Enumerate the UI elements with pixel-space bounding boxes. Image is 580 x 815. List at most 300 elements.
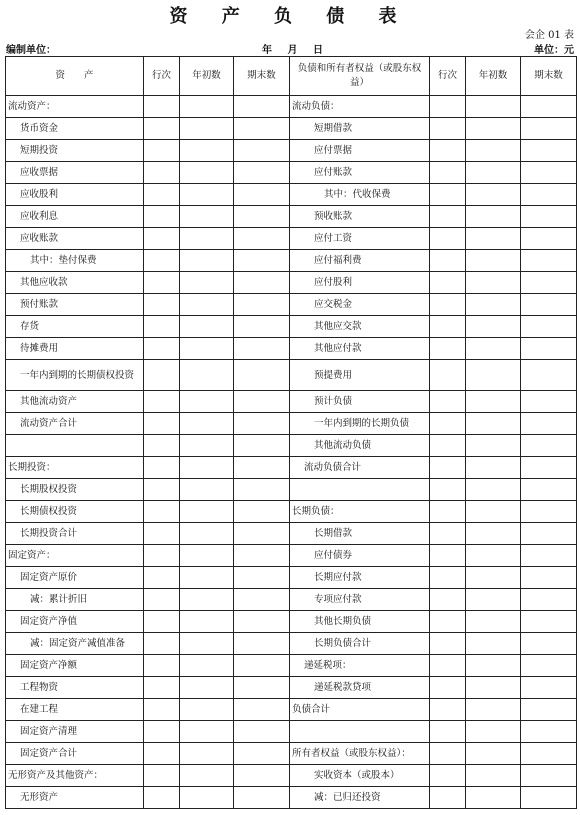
liability-end-cell [521,787,577,809]
table-row [6,545,577,567]
asset-item-label: 其他应收款 [6,272,144,294]
liability-row-no-cell [430,206,466,228]
asset-begin-cell [180,316,234,338]
table-row [6,250,577,272]
asset-begin-cell [180,162,234,184]
liability-item-label: 负债合计 [290,699,430,721]
asset-item-label: 应收票据 [6,162,144,184]
liability-end-cell [521,206,577,228]
asset-begin-cell [180,589,234,611]
liability-item-label: 应付股利 [290,272,430,294]
liability-item-label: 减：已归还投资 [290,787,430,809]
table-row [6,567,577,589]
liability-row-no-cell [430,228,466,250]
table-row [6,272,577,294]
asset-item-label: 固定资产合计 [6,743,144,765]
asset-item-label: 应收股利 [6,184,144,206]
asset-end-cell [234,360,290,391]
asset-end-cell [234,250,290,272]
asset-end-cell [234,162,290,184]
asset-end-cell [234,118,290,140]
asset-begin-cell [180,699,234,721]
liability-item-label: 预计负债 [290,391,430,413]
liability-row-no-cell [430,184,466,206]
liability-end-cell [521,677,577,699]
table-row [6,633,577,655]
asset-begin-cell [180,545,234,567]
asset-row-no-cell [144,316,180,338]
asset-end-cell [234,457,290,479]
table-row [6,501,577,523]
liability-row-no-cell [430,162,466,184]
asset-begin-cell [180,611,234,633]
liability-item-label [290,479,430,501]
asset-item-label: 其他流动资产 [6,391,144,413]
liability-end-cell [521,567,577,589]
asset-end-cell [234,611,290,633]
asset-begin-cell [180,743,234,765]
liability-end-cell [521,765,577,787]
table-row [6,140,577,162]
asset-end-cell [234,677,290,699]
liability-end-cell [521,118,577,140]
liability-begin-cell [466,118,521,140]
asset-item-label: 一年内到期的长期债权投资 [6,360,144,391]
asset-row-no-cell [144,250,180,272]
asset-item-label: 固定资产净值 [6,611,144,633]
liability-begin-cell [466,655,521,677]
liability-row-no-cell [430,633,466,655]
table-row [6,118,577,140]
liability-row-no-cell [430,457,466,479]
liability-item-label: 预收账款 [290,206,430,228]
liability-end-cell [521,250,577,272]
liability-end-cell [521,721,577,743]
liability-item-label: 递延税项： [290,655,430,677]
page-title: 资 产 负 债 表 [169,6,411,27]
asset-begin-cell [180,206,234,228]
liability-end-cell [521,272,577,294]
header-end-2: 期末数 [521,57,577,96]
liability-end-cell [521,501,577,523]
asset-begin-cell [180,479,234,501]
asset-item-label: 固定资产原价 [6,567,144,589]
asset-row-no-cell [144,787,180,809]
asset-begin-cell [180,567,234,589]
liability-row-no-cell [430,435,466,457]
liability-begin-cell [466,743,521,765]
asset-begin-cell [180,787,234,809]
table-row [6,765,577,787]
asset-row-no-cell [144,184,180,206]
liability-begin-cell [466,184,521,206]
asset-end-cell [234,96,290,118]
liability-begin-cell [466,633,521,655]
liability-begin-cell [466,457,521,479]
asset-row-no-cell [144,589,180,611]
liability-end-cell [521,360,577,391]
asset-end-cell [234,699,290,721]
liability-row-no-cell [430,360,466,391]
asset-end-cell [234,479,290,501]
asset-row-no-cell [144,677,180,699]
date-label: 年 月 日 [262,45,323,56]
asset-begin-cell [180,184,234,206]
liability-row-no-cell [430,699,466,721]
asset-item-label: 应收账款 [6,228,144,250]
asset-end-cell [234,545,290,567]
liability-row-no-cell [430,677,466,699]
table-row [6,413,577,435]
asset-end-cell [234,633,290,655]
liability-item-label: 长期应付款 [290,567,430,589]
asset-item-label: 减：累计折旧 [6,589,144,611]
asset-row-no-cell [144,413,180,435]
liability-row-no-cell [430,721,466,743]
asset-begin-cell [180,413,234,435]
asset-begin-cell [180,765,234,787]
asset-end-cell [234,589,290,611]
liability-end-cell [521,184,577,206]
asset-end-cell [234,272,290,294]
asset-end-cell [234,294,290,316]
liability-row-no-cell [430,250,466,272]
liability-begin-cell [466,272,521,294]
liability-begin-cell [466,206,521,228]
liability-item-label: 其他应付款 [290,338,430,360]
liability-item-label [290,721,430,743]
asset-item-label: 预付账款 [6,294,144,316]
asset-item-label: 固定资产： [6,545,144,567]
table-row [6,677,577,699]
asset-begin-cell [180,721,234,743]
asset-item-label: 减：固定资产减值准备 [6,633,144,655]
asset-item-label: 待摊费用 [6,338,144,360]
asset-row-no-cell [144,655,180,677]
header-asset: 资 产 [6,57,144,96]
liability-row-no-cell [430,611,466,633]
asset-row-no-cell [144,479,180,501]
liability-row-no-cell [430,140,466,162]
liability-begin-cell [466,567,521,589]
liability-item-label: 应付福利费 [290,250,430,272]
liability-end-cell [521,316,577,338]
liability-item-label: 递延税款贷项 [290,677,430,699]
liability-end-cell [521,435,577,457]
liability-begin-cell [466,360,521,391]
liability-end-cell [521,699,577,721]
asset-begin-cell [180,228,234,250]
liability-begin-cell [466,294,521,316]
liability-item-label: 所有者权益（或股东权益）： [290,743,430,765]
asset-row-no-cell [144,457,180,479]
asset-item-label: 短期投资 [6,140,144,162]
table-row [6,655,577,677]
asset-row-no-cell [144,765,180,787]
liability-end-cell [521,228,577,250]
liability-item-label: 长期负债： [290,501,430,523]
asset-row-no-cell [144,699,180,721]
asset-row-no-cell [144,360,180,391]
asset-end-cell [234,140,290,162]
asset-row-no-cell [144,523,180,545]
liability-begin-cell [466,523,521,545]
asset-item-label: 无形资产 [6,787,144,809]
asset-row-no-cell [144,391,180,413]
asset-end-cell [234,765,290,787]
liability-row-no-cell [430,391,466,413]
asset-begin-cell [180,435,234,457]
liability-begin-cell [466,677,521,699]
liability-end-cell [521,633,577,655]
asset-end-cell [234,206,290,228]
table-row [6,721,577,743]
asset-end-cell [234,743,290,765]
table-row [6,338,577,360]
table-row [6,699,577,721]
asset-end-cell [234,787,290,809]
asset-item-label: 货币资金 [6,118,144,140]
liability-item-label: 长期借款 [290,523,430,545]
asset-row-no-cell [144,567,180,589]
liability-end-cell [521,140,577,162]
asset-begin-cell [180,96,234,118]
liability-begin-cell [466,545,521,567]
asset-end-cell [234,501,290,523]
table-row [6,523,577,545]
liability-begin-cell [466,316,521,338]
asset-end-cell [234,413,290,435]
liability-end-cell [521,589,577,611]
liability-row-no-cell [430,316,466,338]
asset-item-label: 无形资产及其他资产： [6,765,144,787]
asset-begin-cell [180,272,234,294]
liability-item-label: 流动负债： [290,96,430,118]
asset-row-no-cell [144,611,180,633]
asset-row-no-cell [144,162,180,184]
liability-end-cell [521,545,577,567]
asset-end-cell [234,655,290,677]
liability-item-label: 其中：代收保费 [290,184,430,206]
liability-end-cell [521,162,577,184]
asset-begin-cell [180,633,234,655]
liability-row-no-cell [430,765,466,787]
asset-row-no-cell [144,633,180,655]
table-row [6,391,577,413]
liability-item-label: 其他流动负债 [290,435,430,457]
asset-row-no-cell [144,721,180,743]
asset-item-label: 流动资产： [6,96,144,118]
asset-item-label: 固定资产清理 [6,721,144,743]
liability-row-no-cell [430,589,466,611]
asset-end-cell [234,316,290,338]
asset-item-label: 在建工程 [6,699,144,721]
asset-row-no-cell [144,338,180,360]
form-code: 会企 01 表 [524,30,574,41]
liability-item-label: 长期负债合计 [290,633,430,655]
liability-item-label: 专项应付款 [290,589,430,611]
liability-begin-cell [466,611,521,633]
asset-begin-cell [180,140,234,162]
asset-row-no-cell [144,294,180,316]
liability-item-label: 一年内到期的长期负债 [290,413,430,435]
asset-row-no-cell [144,501,180,523]
asset-begin-cell [180,338,234,360]
liability-end-cell [521,655,577,677]
liability-row-no-cell [430,567,466,589]
asset-begin-cell [180,391,234,413]
liability-end-cell [521,96,577,118]
asset-end-cell [234,721,290,743]
table-row [6,435,577,457]
asset-begin-cell [180,457,234,479]
liability-item-label: 预提费用 [290,360,430,391]
table-row [6,457,577,479]
asset-item-label: 应收利息 [6,206,144,228]
asset-item-label: 存货 [6,316,144,338]
liability-begin-cell [466,479,521,501]
asset-row-no-cell [144,272,180,294]
asset-item-label: 其中：垫付保费 [6,250,144,272]
header-row-no: 行次 [144,57,180,96]
table-row [6,743,577,765]
liability-item-label: 其他长期负债 [290,611,430,633]
asset-item-label: 固定资产净额 [6,655,144,677]
liability-item-label: 其他应交款 [290,316,430,338]
asset-item-label: 长期股权投资 [6,479,144,501]
asset-row-no-cell [144,228,180,250]
liability-end-cell [521,523,577,545]
asset-end-cell [234,391,290,413]
liability-item-label: 流动负债合计 [290,457,430,479]
table-row [6,206,577,228]
unit-label: 编制单位： [6,45,56,56]
table-row [6,228,577,250]
table-row [6,294,577,316]
liability-begin-cell [466,228,521,250]
header-begin: 年初数 [180,57,234,96]
table-row [6,360,577,391]
asset-item-label: 长期投资： [6,457,144,479]
liability-end-cell [521,391,577,413]
table-row [6,162,577,184]
liability-begin-cell [466,435,521,457]
liability-item-label: 应交税金 [290,294,430,316]
liability-begin-cell [466,162,521,184]
asset-begin-cell [180,118,234,140]
liability-end-cell [521,743,577,765]
liability-item-label: 应付账款 [290,162,430,184]
asset-begin-cell [180,360,234,391]
asset-end-cell [234,338,290,360]
table-row [6,479,577,501]
liability-begin-cell [466,699,521,721]
asset-begin-cell [180,250,234,272]
liability-begin-cell [466,787,521,809]
liability-row-no-cell [430,338,466,360]
asset-item-label: 长期投资合计 [6,523,144,545]
liability-row-no-cell [430,479,466,501]
asset-end-cell [234,523,290,545]
asset-row-no-cell [144,545,180,567]
asset-begin-cell [180,655,234,677]
liability-end-cell [521,611,577,633]
liability-row-no-cell [430,96,466,118]
asset-row-no-cell [144,140,180,162]
header-liabilities: 负债和所有者权益（或股东权益） [290,57,430,96]
liability-row-no-cell [430,787,466,809]
liability-item-label: 应付债券 [290,545,430,567]
liability-end-cell [521,457,577,479]
liability-begin-cell [466,140,521,162]
asset-end-cell [234,228,290,250]
asset-item-label: 工程物资 [6,677,144,699]
liability-begin-cell [466,413,521,435]
asset-end-cell [234,435,290,457]
liability-row-no-cell [430,501,466,523]
asset-item-label: 流动资产合计 [6,413,144,435]
asset-item-label [6,435,144,457]
asset-item-label: 长期债权投资 [6,501,144,523]
liability-end-cell [521,413,577,435]
header-begin-2: 年初数 [466,57,521,96]
liability-row-no-cell [430,743,466,765]
header-row-no-2: 行次 [430,57,466,96]
asset-end-cell [234,184,290,206]
liability-row-no-cell [430,655,466,677]
liability-begin-cell [466,96,521,118]
liability-row-no-cell [430,413,466,435]
liability-begin-cell [466,721,521,743]
asset-row-no-cell [144,206,180,228]
liability-begin-cell [466,391,521,413]
liability-begin-cell [466,501,521,523]
asset-end-cell [234,567,290,589]
liability-end-cell [521,338,577,360]
liability-item-label: 短期借款 [290,118,430,140]
currency-label: 单位：元 [534,45,574,56]
liability-begin-cell [466,589,521,611]
table-row [6,589,577,611]
liability-row-no-cell [430,523,466,545]
liability-end-cell [521,479,577,501]
table-row [6,316,577,338]
liability-item-label: 实收资本（或股本） [290,765,430,787]
liability-row-no-cell [430,272,466,294]
liability-row-no-cell [430,294,466,316]
asset-begin-cell [180,677,234,699]
table-row [6,96,577,118]
liability-row-no-cell [430,545,466,567]
liability-item-label: 应付票据 [290,140,430,162]
liability-row-no-cell [430,118,466,140]
asset-begin-cell [180,501,234,523]
liability-begin-cell [466,250,521,272]
asset-row-no-cell [144,435,180,457]
balance-sheet-table [5,56,577,809]
asset-row-no-cell [144,118,180,140]
asset-row-no-cell [144,96,180,118]
table-row [6,787,577,809]
asset-begin-cell [180,294,234,316]
liability-end-cell [521,294,577,316]
liability-begin-cell [466,338,521,360]
liability-begin-cell [466,765,521,787]
header-row [6,57,577,96]
header-end: 期末数 [234,57,290,96]
asset-row-no-cell [144,743,180,765]
asset-begin-cell [180,523,234,545]
